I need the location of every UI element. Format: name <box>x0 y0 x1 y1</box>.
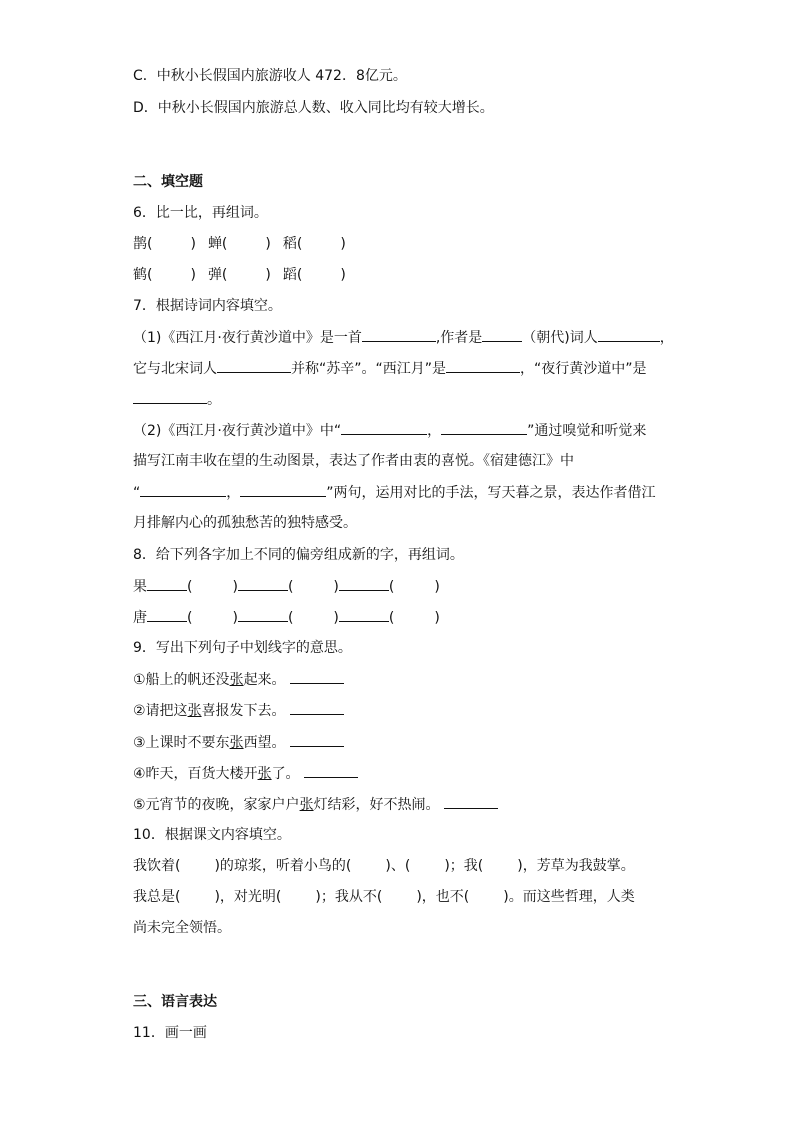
answer-blank[interactable] <box>290 700 344 715</box>
option-c: C．中秋小长假国内旅游收人 472．8亿元。 <box>133 68 407 84</box>
underlined-char: 张 <box>299 797 314 813</box>
q10-text: )，也不( <box>416 889 470 905</box>
q8-char: 果 <box>133 579 147 595</box>
q9-text: 了。 <box>271 766 300 782</box>
q6-char-2: 蝉( <box>207 236 228 252</box>
question-7-part-2-line-3 <box>133 482 656 503</box>
q8-char: 唐 <box>133 610 147 626</box>
option-d: D．中秋小长假国内旅游总人数、收入同比均有较大增长。 <box>133 100 494 116</box>
q8-paren: ) <box>333 579 339 595</box>
question-10-stem: 10．根据课文内容填空。 <box>133 827 291 843</box>
q8-paren: ) <box>333 610 339 626</box>
q6-paren-close-6: ) <box>340 267 346 283</box>
q7-text: ,作者是 <box>435 330 483 346</box>
answer-blank[interactable] <box>290 732 344 747</box>
question-7-part-1-line-2 <box>133 358 647 379</box>
question-9-stem: 9．写出下列句子中划线字的意思。 <box>133 640 352 656</box>
answer-blank[interactable] <box>362 327 436 342</box>
question-9-sentence-3 <box>133 732 344 753</box>
answer-blank[interactable] <box>240 482 326 497</box>
q6-char-1: 鹊( <box>133 236 153 252</box>
q9-text: 灯结彩，好不热闹。 <box>313 797 440 813</box>
q7-text: （2)《西江月·夜行黄沙道中》中“ <box>133 423 342 439</box>
q9-text: ③上课时不要东 <box>133 735 230 751</box>
question-7-part-1-line-3 <box>133 389 221 410</box>
q8-paren: ( <box>388 610 395 626</box>
q9-text: 西望。 <box>243 735 286 751</box>
q7-text: ，“夜行黄沙道中”是 <box>520 361 647 377</box>
q7-text: ”通过嗅觉和听觉来 <box>527 423 647 439</box>
q8-paren: ) <box>232 579 238 595</box>
q10-text: 我饮着( <box>133 858 181 874</box>
q7-text: （朝代)词人 <box>522 330 598 346</box>
question-7-part-2-line-2: 描写江南丰收在望的生动图景，表达了作者由衷的喜悦。《宿建德江》中 <box>133 453 574 469</box>
answer-blank[interactable] <box>446 358 520 373</box>
answer-blank[interactable] <box>238 607 288 622</box>
answer-blank[interactable] <box>238 576 288 591</box>
q10-text: 我总是( <box>133 889 181 905</box>
question-9-sentence-5 <box>133 794 498 815</box>
q10-text: )；我( <box>444 858 484 874</box>
q7-text: 。 <box>207 392 221 408</box>
q7-text: ”两句，运用对比的手法，写天暮之景，表达作者借江 <box>326 485 656 501</box>
q7-text: ， <box>659 330 674 346</box>
question-10-line-3: 尚未完全领悟。 <box>133 920 231 936</box>
question-6-row-1 <box>133 234 346 254</box>
q6-char-6: 蹈( <box>282 267 303 283</box>
q6-paren-close-4: ) <box>190 267 196 283</box>
question-8-stem: 8．给下列各字加上不同的偏旁组成新的字，再组词。 <box>133 547 464 563</box>
q8-paren: ) <box>232 610 238 626</box>
q7-text: ， <box>226 485 241 501</box>
q6-char-3: 稻( <box>282 236 303 252</box>
underlined-char: 张 <box>187 703 202 719</box>
answer-blank[interactable] <box>217 358 291 373</box>
question-10-line-2 <box>133 887 635 907</box>
question-9-sentence-1 <box>133 669 344 690</box>
q10-text: )；我从不( <box>315 889 383 905</box>
q6-paren-close-1: ) <box>190 236 196 252</box>
answer-blank[interactable] <box>441 420 527 435</box>
q8-paren: ) <box>434 610 440 626</box>
q8-paren: ( <box>287 610 294 626</box>
question-8-row-2 <box>133 607 440 628</box>
q7-text: （1)《西江月·夜行黄沙道中》是一首 <box>133 330 362 346</box>
answer-blank[interactable] <box>444 794 498 809</box>
question-9-sentence-2 <box>133 700 344 721</box>
q10-text: )，对光明( <box>214 889 282 905</box>
question-8-row-1 <box>133 576 440 597</box>
q7-text: 并称“苏辛”。“西江月”是 <box>291 361 447 377</box>
q7-text: 它与北宋词人 <box>133 361 217 377</box>
q10-text: )，芳草为我鼓掌。 <box>517 858 635 874</box>
question-7-part-2-line-1 <box>133 420 646 441</box>
question-7-stem: 7．根据诗词内容填空。 <box>133 298 282 314</box>
q9-text: ④昨天，百货大楼开 <box>133 766 258 782</box>
question-6-row-2 <box>133 265 346 285</box>
q8-paren: ) <box>434 579 440 595</box>
q8-paren: ( <box>388 579 395 595</box>
answer-blank[interactable] <box>598 327 660 342</box>
q6-char-5: 弹( <box>207 267 228 283</box>
question-10-line-1 <box>133 856 635 876</box>
q10-text: )、( <box>385 858 411 874</box>
underlined-char: 张 <box>229 672 244 688</box>
section-title-fill-in: 二、填空题 <box>133 174 203 190</box>
q9-text: ①船上的帆还没 <box>133 672 230 688</box>
answer-blank[interactable] <box>147 576 187 591</box>
q7-text: ， <box>427 423 442 439</box>
q6-paren-close-5: ) <box>265 267 271 283</box>
q6-paren-close-3: ) <box>340 236 346 252</box>
q9-text: 起来。 <box>243 672 286 688</box>
answer-blank[interactable] <box>140 482 226 497</box>
question-7-part-1-line-1 <box>133 327 674 348</box>
answer-blank[interactable] <box>133 389 207 404</box>
q9-text: 喜报发下去。 <box>201 703 286 719</box>
question-11-stem: 11．画一画 <box>133 1025 207 1041</box>
section-title-language-expression: 三、语言表达 <box>133 994 217 1010</box>
answer-blank[interactable] <box>304 763 358 778</box>
question-9-sentence-4 <box>133 763 358 784</box>
q8-paren: ( <box>287 579 294 595</box>
q7-text: “ <box>133 485 141 501</box>
q10-text: )。而这些哲理，人类 <box>503 889 635 905</box>
answer-blank[interactable] <box>482 327 522 342</box>
underlined-char: 张 <box>257 766 272 782</box>
q9-text: ②请把这 <box>133 703 188 719</box>
q6-char-4: 鹤( <box>133 267 153 283</box>
answer-blank[interactable] <box>339 607 389 622</box>
q6-paren-close-2: ) <box>265 236 271 252</box>
answer-blank[interactable] <box>341 420 427 435</box>
q8-paren: ( <box>187 610 193 626</box>
answer-blank[interactable] <box>339 576 389 591</box>
q10-text: )的琼浆，听着小鸟的( <box>214 858 352 874</box>
underlined-char: 张 <box>229 735 244 751</box>
question-6-stem: 6．比一比，再组词。 <box>133 205 268 221</box>
answer-blank[interactable] <box>290 669 344 684</box>
question-7-part-2-line-4: 月排解内心的孤独愁苦的独特感受。 <box>133 515 357 531</box>
q8-paren: ( <box>187 579 193 595</box>
q9-text: ⑤元宵节的夜晚，家家户户 <box>133 797 300 813</box>
answer-blank[interactable] <box>147 607 187 622</box>
